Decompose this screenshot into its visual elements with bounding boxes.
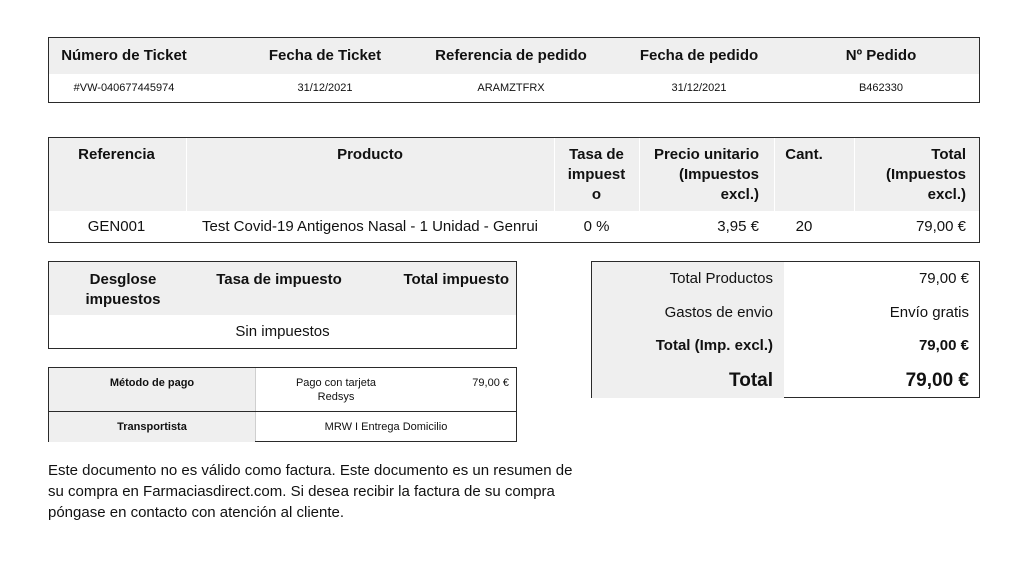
tax-rate-header: Tasa de impuest o	[567, 146, 626, 203]
order-reference-value: ARAMZTFRX	[477, 82, 545, 94]
ticket-info-table	[48, 37, 980, 103]
ticket-number-value: #VW-040677445974	[73, 82, 175, 94]
quantity-header: Cant.	[785, 146, 823, 163]
product-name: Test Covid-19 Antigenos Nasal - 1 Unidad - Genrui	[201, 218, 538, 235]
grand-total-value: 79,00 €	[905, 370, 969, 391]
payment-table	[48, 367, 517, 442]
shipping-label: Gastos de envio	[592, 296, 784, 329]
line-total-header: Total (Impuestos excl.)	[885, 146, 966, 203]
payment-method-value: Pago con tarjeta Redsys	[295, 377, 377, 403]
product-unit-price: 3,95 €	[717, 218, 759, 235]
order-date-header: Fecha de pedido	[639, 47, 759, 64]
order-date-value: 31/12/2021	[671, 82, 727, 94]
disclaimer-note: Este documento no es válido como factura. Este documento es un resumen de su compra en Farmaciasdirect.com. Si desea recibir la factura de su compra póngase en contacto con atención al cliente.	[48, 462, 573, 521]
totals-table	[591, 261, 980, 398]
reference-header: Referencia	[78, 146, 155, 163]
ticket-date-header: Fecha de Ticket	[268, 47, 382, 64]
order-number-header: Nº Pedido	[845, 47, 917, 64]
product-quantity: 20	[795, 218, 813, 235]
total-products-value: 79,00 €	[918, 270, 969, 287]
tax-rate-col-header: Tasa de impuesto	[216, 271, 342, 288]
ticket-date-value: 31/12/2021	[297, 82, 353, 94]
payment-amount: 79,00 €	[472, 377, 509, 389]
total-products-label: Total Productos	[592, 262, 784, 296]
payment-method-label: Método de pago	[49, 368, 255, 411]
carrier-label: Transportista	[49, 412, 255, 442]
carrier-value: MRW I Entrega Domicilio	[324, 421, 448, 433]
product-table	[48, 137, 980, 243]
tax-breakdown-table	[48, 261, 517, 349]
order-number-value: B462330	[858, 82, 904, 94]
subtotal-value: 79,00 €	[918, 337, 969, 354]
order-reference-header: Referencia de pedido	[435, 47, 587, 64]
tax-breakdown-header: Desglose impuestos	[85, 271, 161, 308]
unit-price-header: Precio unitario (Impuestos excl.)	[653, 146, 759, 203]
ticket-number-header: Número de Ticket	[61, 47, 187, 64]
no-taxes-text: Sin impuestos	[235, 323, 330, 340]
product-reference: GEN001	[87, 218, 146, 235]
product-tax-rate: 0 %	[583, 218, 610, 235]
shipping-value: Envío gratis	[889, 304, 969, 321]
product-header: Producto	[337, 146, 403, 163]
grand-total-label: Total	[592, 363, 784, 398]
tax-total-col-header: Total impuesto	[403, 271, 509, 288]
subtotal-label: Total (Imp. excl.)	[592, 329, 784, 363]
product-line-total: 79,00 €	[915, 218, 966, 235]
